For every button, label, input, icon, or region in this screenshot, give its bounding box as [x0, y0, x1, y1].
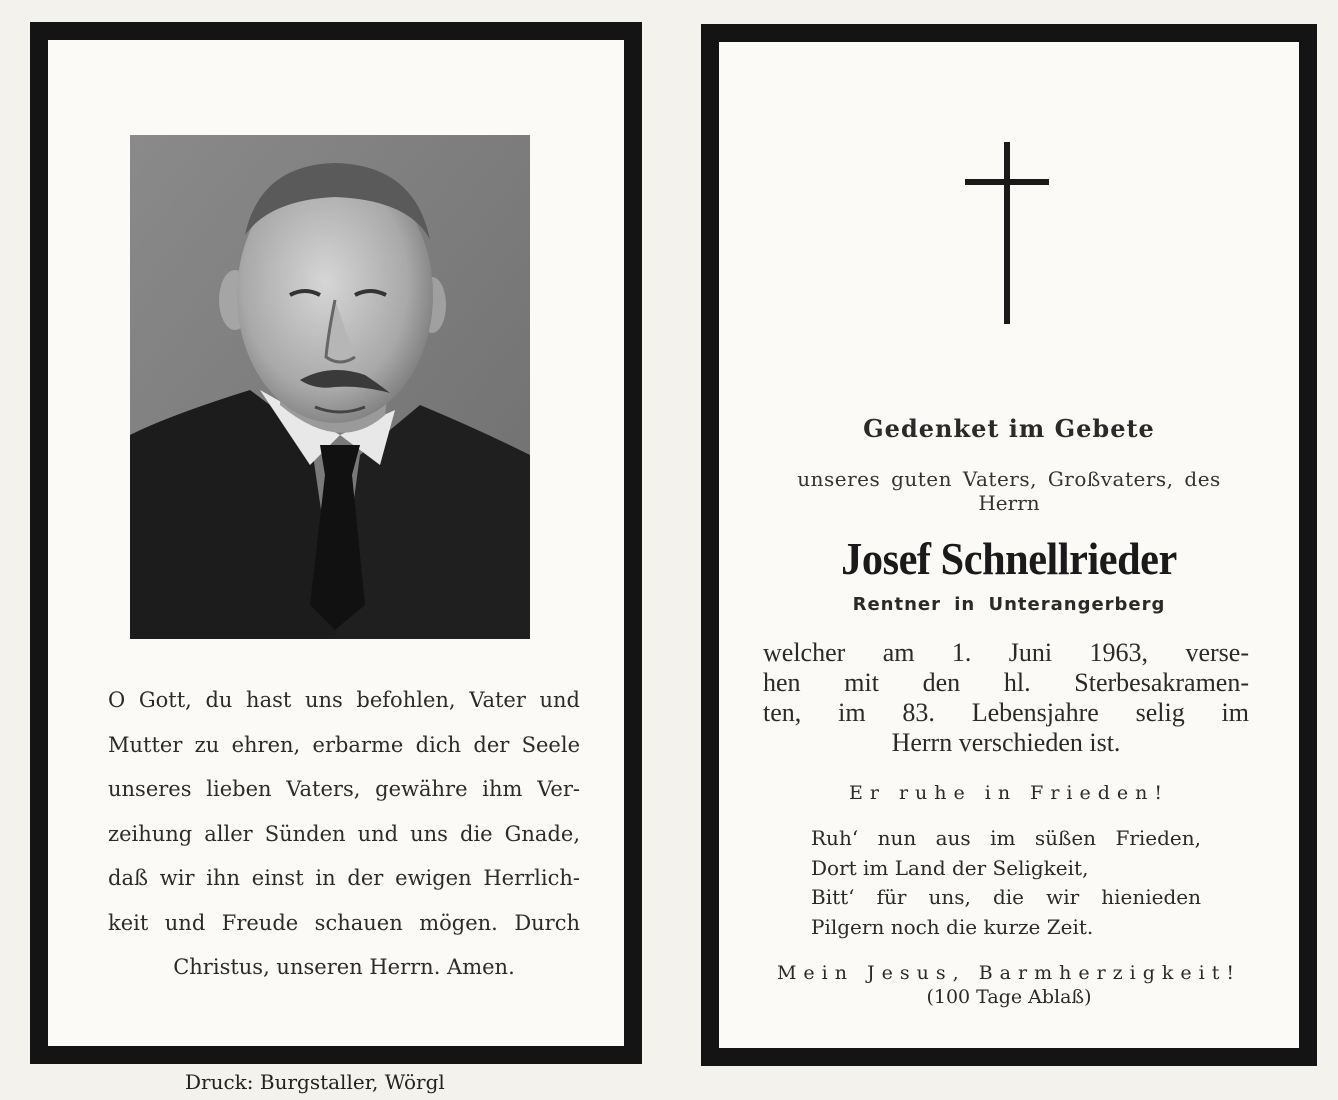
printer-credit: Druck: Burgstaller, Wörgl [185, 1070, 445, 1094]
death-notice [763, 638, 1249, 758]
indulgence-note: (100 Tage Ablaß) [926, 986, 1092, 1008]
prayer-line: unseres lieben Vaters, gewähre ihm Ver- [108, 777, 580, 801]
occupation: Rentner in Unterangerberg [852, 594, 1166, 615]
invocation: Mein Jesus, Barmherzigkeit! [776, 962, 1242, 984]
left-card-border [30, 22, 642, 1064]
death-notice-line: welcher am 1. Juni 1963, verse- [763, 638, 1249, 667]
rest-in-peace: Er ruhe in Frieden! [848, 782, 1170, 804]
heading: Gedenket im Gebete [863, 414, 1155, 443]
death-notice-line: hen mit den hl. Sterbesakramen- [763, 668, 1249, 697]
poem-line: Pilgern noch die kurze Zeit. [811, 914, 1094, 939]
intro-line: unseres guten Vaters, Großvaters, des [797, 467, 1221, 491]
poem-line: Ruh‘ nun aus im süßen Frieden, [811, 826, 1201, 850]
prayer-line: O Gott, du hast uns befohlen, Vater und [108, 688, 580, 712]
deceased-name: Josef Schnellrieder [841, 533, 1177, 584]
poem-line: Dort im Land der Seligkeit, [811, 855, 1089, 880]
cross-icon [965, 142, 1053, 327]
prayer-line: Christus, unseren Herrn. Amen. [173, 955, 515, 979]
death-notice-line: Herrn verschieden ist. [891, 728, 1121, 757]
intro-line: Herrn [978, 491, 1040, 515]
poem-line: Bitt‘ für uns, die wir hienieden [811, 885, 1201, 909]
prayer-line: zeihung aller Sünden und uns die Gnade, [108, 821, 580, 846]
death-notice-line: ten, im 83. Lebensjahre selig im [763, 698, 1249, 727]
right-card-border [701, 24, 1317, 1066]
portrait-photo [130, 135, 530, 639]
prayer-line: Mutter zu ehren, erbarme dich der Seele [108, 732, 580, 757]
right-card [719, 42, 1299, 1048]
prayer-line: keit und Freude schauen mögen. Durch [108, 910, 580, 935]
prayer-line: daß wir ihn einst in der ewigen Herrlich- [108, 866, 580, 890]
poem [811, 824, 1201, 942]
left-card [48, 40, 624, 1046]
prayer-text [108, 678, 580, 990]
